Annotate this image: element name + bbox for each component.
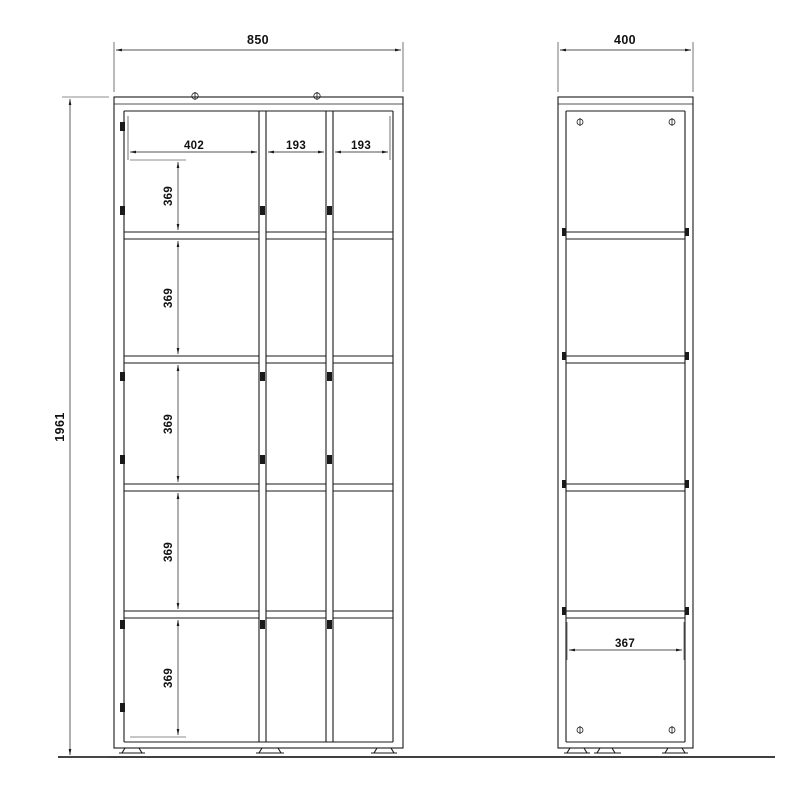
front-feet (119, 748, 397, 753)
dim-label-col-402: 402 (183, 140, 205, 152)
dim-label-col-193-b: 193 (350, 140, 372, 152)
dim-label-shelf-367: 367 (614, 638, 636, 650)
dim-front-width (114, 33, 403, 92)
side-view (558, 97, 693, 753)
front-view (114, 92, 403, 753)
dim-label-col-193-a: 193 (285, 140, 307, 152)
dim-label-depth-400: 400 (613, 33, 637, 47)
dim-label-row-1: 369 (163, 185, 175, 207)
dim-label-row-3: 369 (163, 413, 175, 435)
dim-label-height-1961: 1961 (53, 412, 67, 442)
dim-side-depth (558, 33, 693, 92)
side-feet (564, 748, 688, 753)
dim-label-row-5: 369 (163, 667, 175, 689)
dim-label-row-4: 369 (163, 541, 175, 563)
dim-label-row-2: 369 (163, 287, 175, 309)
dim-label-width-850: 850 (246, 33, 270, 47)
dim-front-height (53, 97, 109, 757)
